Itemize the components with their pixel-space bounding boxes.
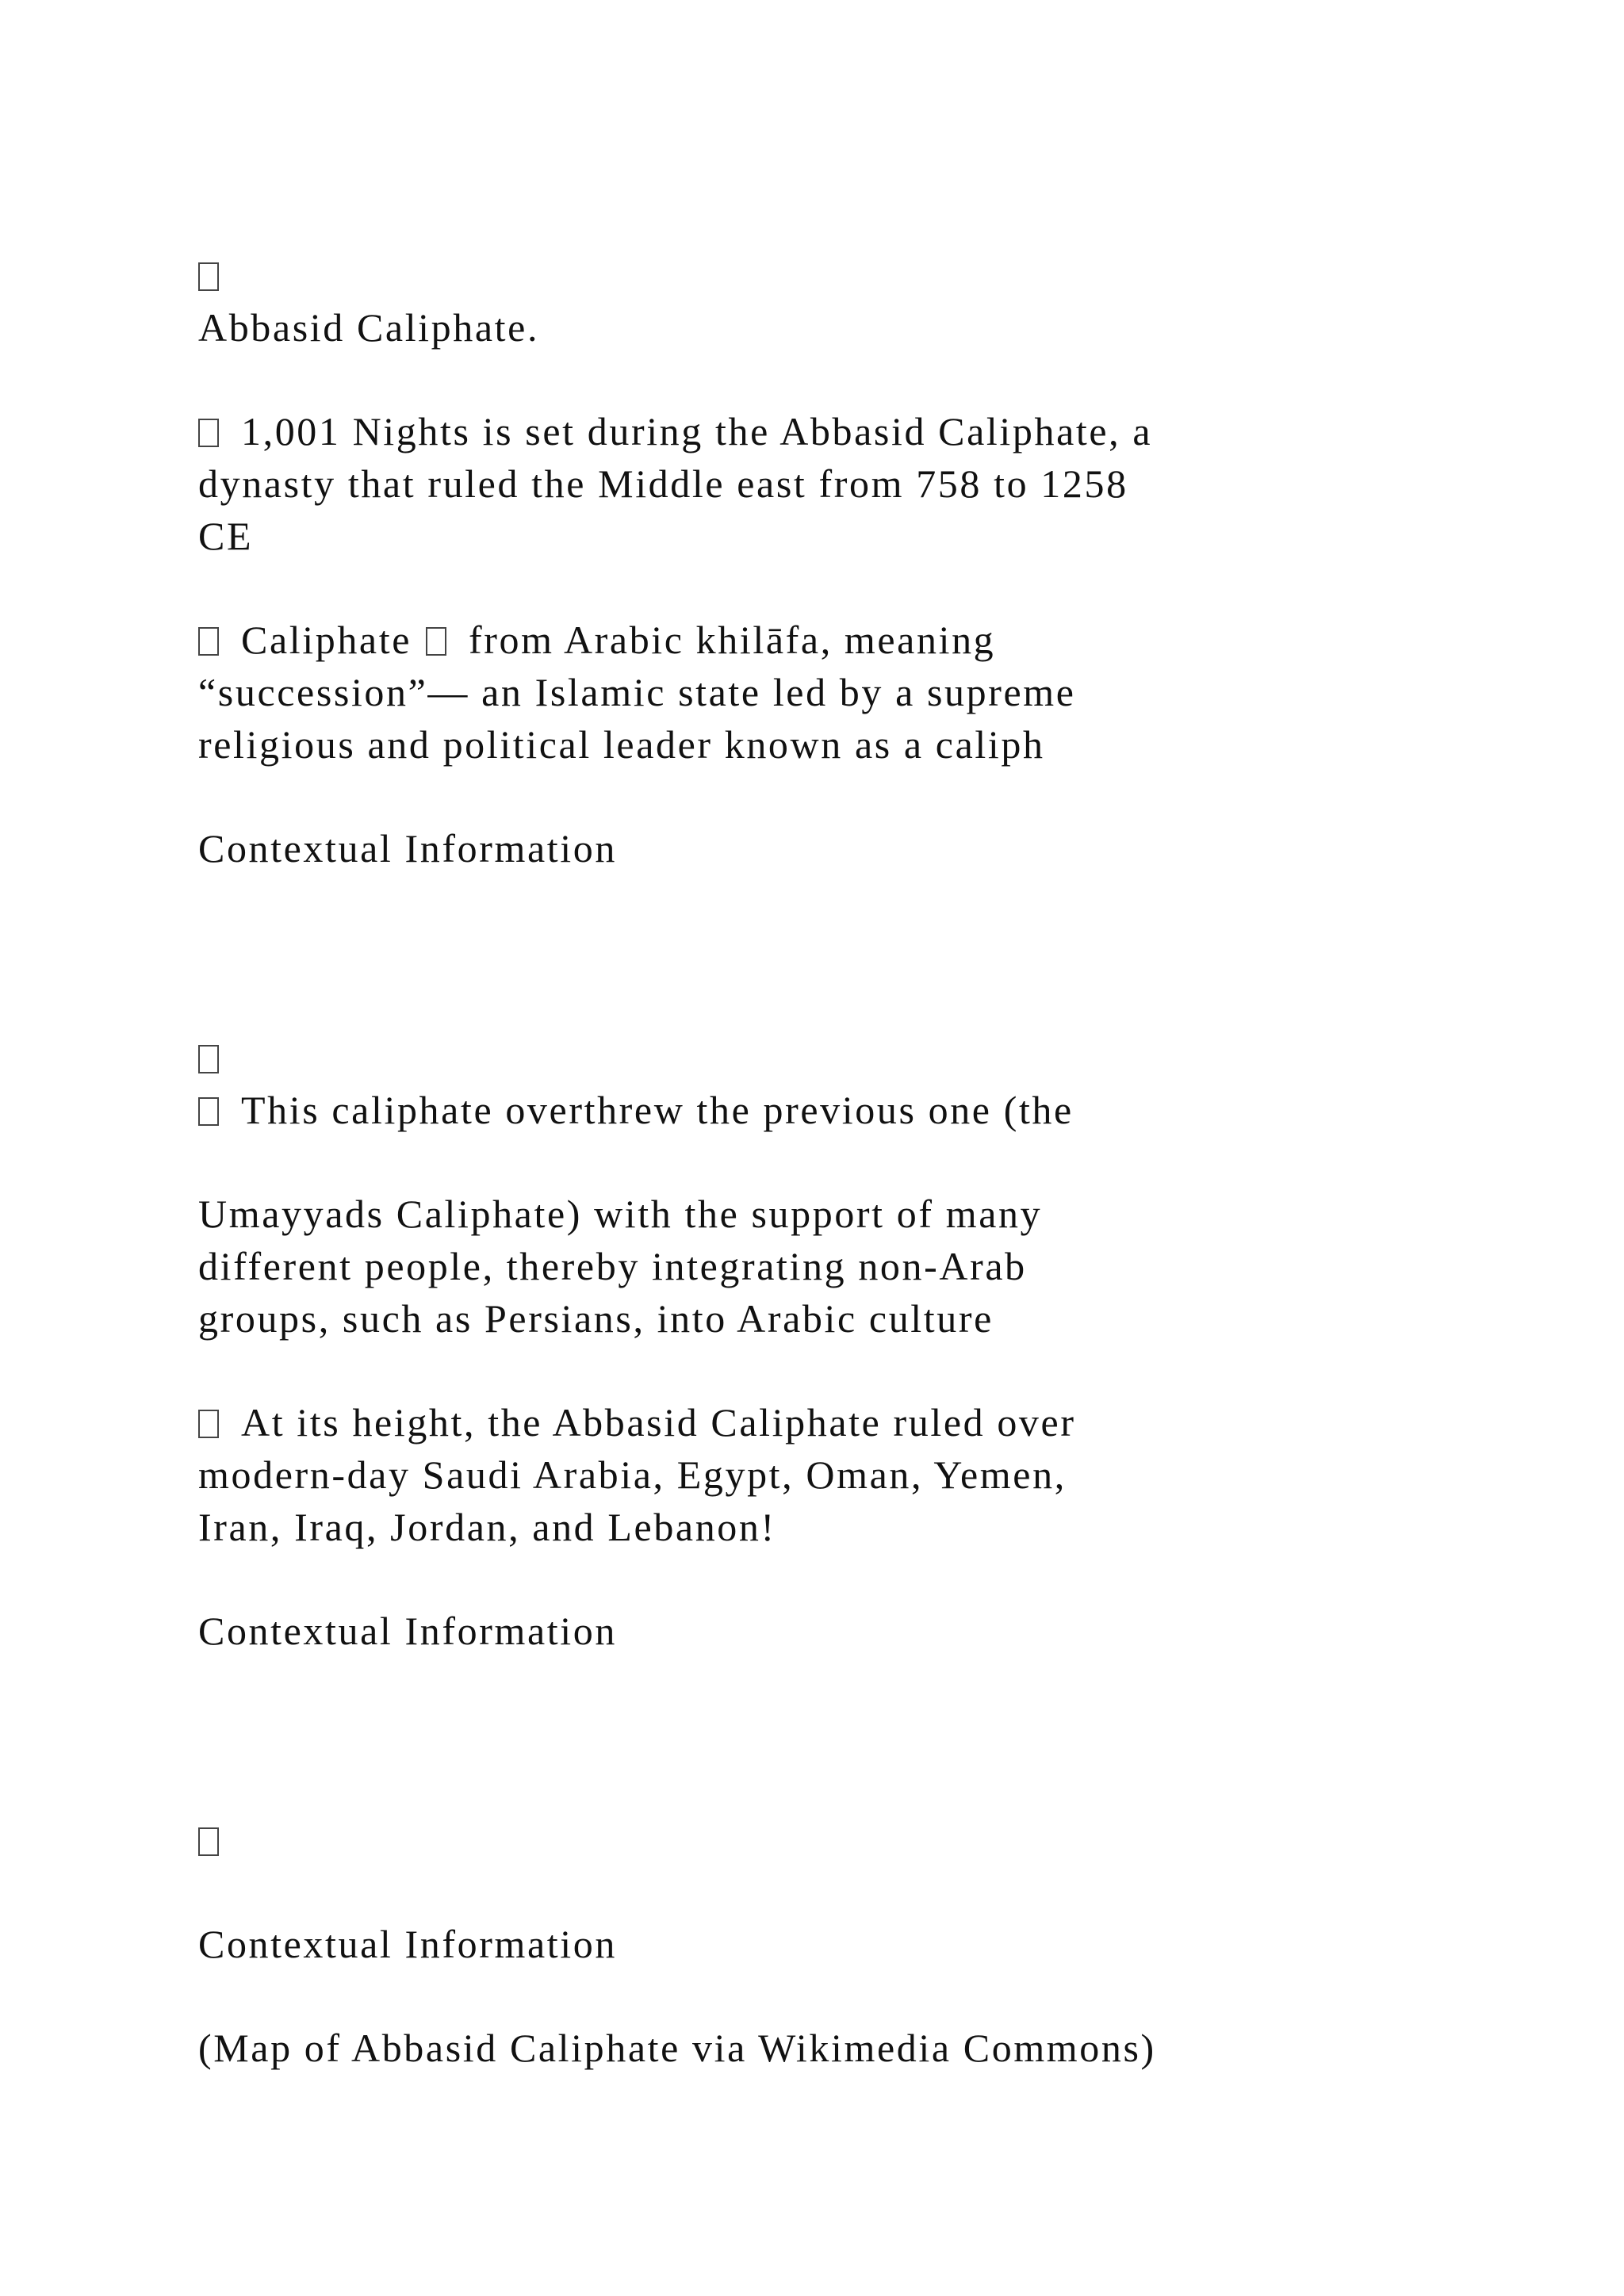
slide1-title: Abbasid Caliphate. [198, 305, 540, 350]
slide1-bullet2-line2: “succession”— an Islamic state led by a supreme [198, 670, 1076, 714]
slide1-bullet1-line1 [198, 406, 1152, 457]
missing-glyph-icon [198, 1032, 219, 1083]
missing-glyph-box-icon [198, 1827, 219, 1856]
slide1-bullet2-line1 [198, 614, 995, 665]
slide2-bullet1-line3: different people, thereby integrating non-Arab [198, 1244, 1027, 1288]
slide1-bullet1-text1: 1,001 Nights is set during the Abbasid Caliphate, a [241, 409, 1153, 453]
bullet-box-icon [198, 1410, 219, 1438]
slide2-bullet2-line3: Iran, Iraq, Jordan, and Lebanon! [198, 1505, 776, 1549]
slide2-bullet1-text1: This caliphate overthrew the previous one (the [241, 1088, 1074, 1132]
slide1-footer: Contextual Information [198, 826, 617, 871]
inline-box-icon [426, 627, 446, 656]
slide2-bullet2-text1: At its height, the Abbasid Caliphate ruled over [241, 1400, 1076, 1445]
slide3-footer: Contextual Information [198, 1922, 617, 1966]
slide1-bullet2-text1: from Arabic khilāfa, meaning [469, 618, 996, 662]
slide2-bullet1-line4: groups, such as Persians, into Arabic culture [198, 1296, 994, 1341]
slide2-bullet2-line1 [198, 1397, 1076, 1448]
slide2-bullet2-line2: modern-day Saudi Arabia, Egypt, Oman, Yemen, [198, 1452, 1067, 1497]
missing-glyph-box-icon [198, 262, 219, 291]
slide2-bullet1-line1 [198, 1085, 1074, 1135]
slide1-bullet1-line2: dynasty that ruled the Middle east from 758 to 1258 [198, 461, 1128, 506]
missing-glyph-icon [198, 250, 219, 300]
map-caption: (Map of Abbasid Caliphate via Wikimedia Commons) [198, 2026, 1156, 2070]
missing-glyph-box-icon [198, 1045, 219, 1073]
slide2-bullet1-line2: Umayyads Caliphate) with the support of many [198, 1192, 1043, 1236]
bullet-box-icon [198, 1097, 219, 1126]
slide2-footer: Contextual Information [198, 1609, 617, 1653]
slide1-bullet1-line3: CE [198, 514, 254, 558]
bullet-box-icon [198, 419, 219, 447]
bullet-box-icon [198, 627, 219, 656]
caliphate-term: Caliphate [241, 618, 412, 662]
slide1-bullet2-line3: religious and political leader known as a caliph [198, 722, 1045, 767]
missing-glyph-icon [198, 1815, 219, 1866]
